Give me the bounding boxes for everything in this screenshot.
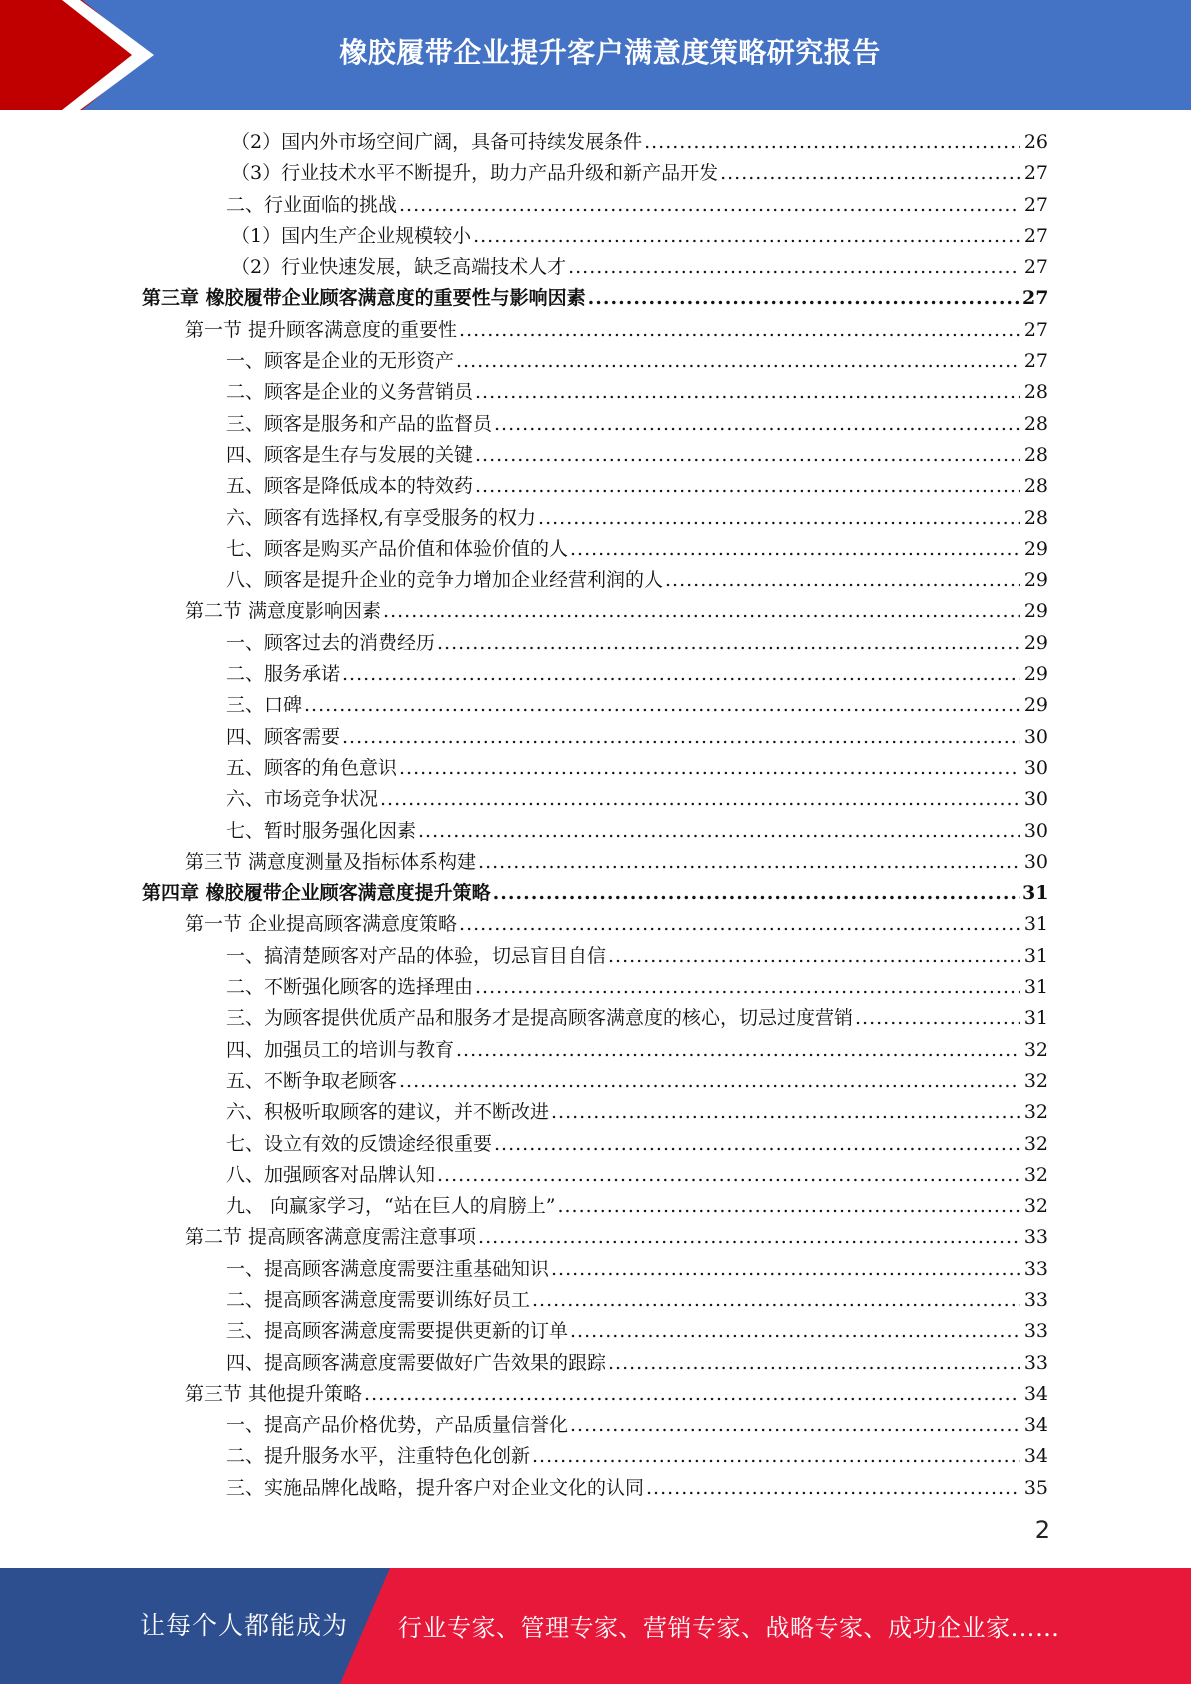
toc-entry-item[interactable] <box>0 346 1191 377</box>
toc-entry-page: 27 <box>1023 193 1048 216</box>
toc-entry-title: 一、顾客过去的消费经历 <box>226 631 436 654</box>
toc-dot-leader <box>364 1379 1020 1410</box>
toc-entry-item[interactable] <box>0 1441 1191 1472</box>
toc-dot-leader <box>532 1441 1020 1472</box>
toc-entry-title: 八、加强顾客对品牌认知 <box>226 1163 436 1186</box>
toc-entry-page: 33 <box>1023 1257 1048 1280</box>
toc-entry-title: 四、顾客需要 <box>226 725 341 748</box>
toc-entry-title: （2）国内外市场空间广阔，具备可持续发展条件 <box>231 131 643 153</box>
toc-entry-page: 31 <box>1022 882 1049 905</box>
toc-dot-leader <box>459 909 1020 940</box>
toc-entry-title: 四、顾客是生存与发展的关键 <box>226 443 474 466</box>
toc-entry-title: （2）行业快速发展，缺乏高端技术人才 <box>231 256 567 279</box>
toc-dot-leader <box>538 503 1020 534</box>
toc-entry-page: 27 <box>1023 162 1048 185</box>
toc-entry-sub[interactable] <box>0 252 1191 283</box>
toc-entry-title: 六、积极听取顾客的建议，并不断改进 <box>226 1101 550 1124</box>
toc-entry-item[interactable] <box>0 565 1191 596</box>
toc-entry-page: 31 <box>1023 976 1048 999</box>
toc-entry-item[interactable] <box>0 816 1191 847</box>
toc-entry-section[interactable] <box>0 596 1191 627</box>
toc-dot-leader <box>456 1035 1020 1066</box>
toc-entry-title: 五、不断争取老顾客 <box>226 1069 398 1092</box>
toc-entry-sub[interactable] <box>0 158 1191 189</box>
toc-dot-leader <box>459 315 1020 346</box>
toc-dot-leader <box>570 1316 1020 1347</box>
toc-entry-page: 29 <box>1023 569 1048 592</box>
toc-dot-leader <box>551 1097 1020 1128</box>
toc-entry-item[interactable] <box>0 1285 1191 1316</box>
toc-entry-page: 32 <box>1023 1069 1048 1092</box>
toc-entry-section[interactable] <box>0 315 1191 346</box>
toc-dot-leader <box>494 1129 1020 1160</box>
toc-entry-title: 一、搞清楚顾客对产品的体验，切忌盲目自信 <box>226 944 607 967</box>
toc-dot-leader <box>494 409 1020 440</box>
toc-entry-page: 27 <box>1023 318 1048 341</box>
toc-dot-leader <box>570 1410 1020 1441</box>
toc-dot-leader <box>399 1066 1020 1097</box>
toc-dot-leader <box>665 565 1020 596</box>
toc-entry-page: 33 <box>1023 1320 1048 1343</box>
toc-dot-leader <box>608 941 1020 972</box>
toc-entry-title: 第一节 企业提高顾客满意度策略 <box>185 913 458 936</box>
toc-entry-page: 32 <box>1023 1163 1048 1186</box>
toc-entry-item[interactable] <box>0 503 1191 534</box>
table-of-contents <box>0 127 1191 1504</box>
toc-entry-title: 三、提高顾客满意度需要提供更新的订单 <box>226 1320 569 1343</box>
toc-entry-item[interactable] <box>0 1348 1191 1379</box>
toc-entry-sub[interactable] <box>0 221 1191 252</box>
toc-entry-page: 29 <box>1023 694 1048 717</box>
toc-entry-page: 34 <box>1023 1445 1048 1468</box>
toc-entry-page: 32 <box>1023 1132 1048 1155</box>
page-header <box>0 0 1191 110</box>
toc-dot-leader <box>304 690 1020 721</box>
toc-entry-title: 九、 向赢家学习，“站在巨人的肩膀上” <box>226 1195 556 1218</box>
footer-slogan-left: 让每个人都能成为 <box>140 1611 349 1640</box>
toc-entry-item[interactable] <box>0 1316 1191 1347</box>
toc-entry-section[interactable] <box>0 1222 1191 1253</box>
toc-dot-leader <box>437 1160 1020 1191</box>
footer-slogan-right: 行业专家、管理专家、营销专家、战略专家、成功企业家…… <box>398 1614 1060 1642</box>
toc-entry-page: 29 <box>1023 537 1048 560</box>
toc-entry-page: 27 <box>1023 256 1048 279</box>
toc-entry-page: 30 <box>1023 725 1048 748</box>
toc-entry-title: 二、提高顾客满意度需要训练好员工 <box>226 1288 531 1311</box>
toc-dot-leader <box>475 972 1020 1003</box>
toc-entry-page: 30 <box>1023 850 1048 873</box>
toc-entry-page: 31 <box>1023 913 1048 936</box>
toc-entry-title: 二、服务承诺 <box>226 663 341 686</box>
toc-entry-page: 34 <box>1023 1414 1048 1437</box>
toc-dot-leader <box>551 1254 1020 1285</box>
toc-entry-item[interactable] <box>0 1191 1191 1222</box>
toc-entry-item[interactable] <box>0 941 1191 972</box>
toc-entry-item[interactable] <box>0 1035 1191 1066</box>
toc-entry-title: 第三章 橡胶履带企业顾客满意度的重要性与影响因素 <box>142 287 586 310</box>
toc-dot-leader <box>380 784 1020 815</box>
toc-dot-leader <box>646 1473 1020 1504</box>
toc-entry-page: 27 <box>1022 287 1049 310</box>
toc-dot-leader <box>456 346 1020 377</box>
toc-entry-item[interactable] <box>0 690 1191 721</box>
toc-entry-page: 32 <box>1023 1038 1048 1061</box>
toc-dot-leader <box>399 190 1020 221</box>
toc-entry-chapter[interactable] <box>0 878 1191 909</box>
toc-entry-item[interactable] <box>0 409 1191 440</box>
toc-entry-page: 31 <box>1023 1007 1048 1030</box>
toc-entry-page: 28 <box>1023 443 1048 466</box>
toc-dot-leader <box>588 283 1020 314</box>
toc-entry-title: 第四章 橡胶履带企业顾客满意度提升策略 <box>142 882 491 905</box>
toc-entry-title: 第三节 其他提升策略 <box>185 1382 363 1405</box>
toc-entry-item[interactable] <box>0 1473 1191 1504</box>
toc-entry-title: 六、市场竞争状况 <box>226 788 379 811</box>
toc-entry-title: 三、实施品牌化战略，提升客户对企业文化的认同 <box>226 1476 645 1499</box>
toc-entry-title: （3）行业技术水平不断提升，助力产品升级和新产品开发 <box>231 162 719 185</box>
toc-entry-item[interactable] <box>0 534 1191 565</box>
toc-dot-leader <box>568 252 1020 283</box>
toc-entry-item[interactable] <box>0 1410 1191 1441</box>
toc-entry-item[interactable] <box>0 722 1191 753</box>
toc-entry-title: 第一节 提升顾客满意度的重要性 <box>185 318 458 341</box>
toc-dot-leader <box>475 377 1020 408</box>
toc-entry-title: 二、提升服务水平，注重特色化创新 <box>226 1445 531 1468</box>
toc-entry-item[interactable] <box>0 377 1191 408</box>
toc-dot-leader <box>532 1285 1020 1316</box>
toc-dot-leader <box>342 659 1020 690</box>
toc-dot-leader <box>493 878 1020 909</box>
page-footer <box>0 1568 1191 1684</box>
toc-entry-page: 33 <box>1023 1226 1048 1249</box>
toc-entry-section[interactable] <box>0 847 1191 878</box>
toc-entry-item[interactable] <box>0 753 1191 784</box>
toc-entry-page: 28 <box>1023 412 1048 435</box>
toc-entry-item[interactable] <box>0 1160 1191 1191</box>
toc-dot-leader <box>475 440 1020 471</box>
toc-entry-sub[interactable] <box>0 127 1191 158</box>
toc-entry-title: 一、提高产品价格优势，产品质量信誉化 <box>226 1414 569 1437</box>
toc-entry-page: 30 <box>1023 819 1048 842</box>
toc-entry-item[interactable] <box>0 1003 1191 1034</box>
toc-dot-leader <box>473 221 1020 252</box>
toc-dot-leader <box>418 816 1020 847</box>
header-red-arrow <box>0 0 150 110</box>
toc-dot-leader <box>720 158 1020 189</box>
toc-entry-section[interactable] <box>0 909 1191 940</box>
toc-entry-page: 26 <box>1023 131 1048 153</box>
toc-dot-leader <box>342 722 1020 753</box>
toc-entry-item[interactable] <box>0 1097 1191 1128</box>
report-title: 橡胶履带企业提升客户满意度策略研究报告 <box>339 36 881 69</box>
page-number: 2 <box>1034 1516 1050 1544</box>
toc-entry-item[interactable] <box>0 1254 1191 1285</box>
toc-entry-page: 29 <box>1023 600 1048 623</box>
toc-entry-section[interactable] <box>0 1379 1191 1410</box>
toc-entry-title: 二、顾客是企业的义务营销员 <box>226 381 474 404</box>
toc-dot-leader <box>478 847 1020 878</box>
toc-entry-page: 27 <box>1023 350 1048 373</box>
toc-entry-page: 27 <box>1023 224 1048 247</box>
toc-entry-page: 30 <box>1023 788 1048 811</box>
toc-entry-item[interactable] <box>0 1066 1191 1097</box>
toc-dot-leader <box>570 534 1020 565</box>
toc-entry-item[interactable] <box>0 784 1191 815</box>
toc-entry-title: 三、口碑 <box>226 694 303 717</box>
toc-entry-title: 五、顾客是降低成本的特效药 <box>226 475 474 498</box>
toc-entry-page: 29 <box>1023 631 1048 654</box>
toc-entry-title: 七、顾客是购买产品价值和体验价值的人 <box>226 537 569 560</box>
toc-dot-leader <box>478 1222 1020 1253</box>
toc-dot-leader <box>644 127 1020 158</box>
toc-entry-page: 32 <box>1023 1195 1048 1218</box>
toc-entry-title: 三、为顾客提供优质产品和服务才是提高顾客满意度的核心，切忌过度营销 <box>226 1007 854 1030</box>
toc-entry-item[interactable] <box>0 1129 1191 1160</box>
toc-entry-title: 第三节 满意度测量及指标体系构建 <box>185 850 477 873</box>
toc-entry-page: 29 <box>1023 663 1048 686</box>
toc-dot-leader <box>855 1003 1020 1034</box>
toc-entry-item[interactable] <box>0 440 1191 471</box>
toc-entry-page: 35 <box>1023 1476 1048 1499</box>
toc-entry-page: 33 <box>1023 1351 1048 1374</box>
toc-entry-title: 七、暂时服务强化因素 <box>226 819 417 842</box>
toc-dot-leader <box>383 596 1020 627</box>
toc-entry-title: 八、顾客是提升企业的竞争力增加企业经营利润的人 <box>226 569 664 592</box>
toc-entry-item[interactable] <box>0 628 1191 659</box>
toc-entry-chapter[interactable] <box>0 283 1191 314</box>
toc-entry-page: 28 <box>1023 506 1048 529</box>
toc-dot-leader <box>608 1348 1020 1379</box>
toc-entry-title: 六、顾客有选择权,有享受服务的权力 <box>226 506 537 529</box>
toc-entry-title: 五、顾客的角色意识 <box>226 756 398 779</box>
toc-entry-title: 七、设立有效的反馈途经很重要 <box>226 1132 493 1155</box>
toc-entry-page: 28 <box>1023 475 1048 498</box>
toc-dot-leader <box>399 753 1020 784</box>
toc-entry-item[interactable] <box>0 972 1191 1003</box>
toc-entry-page: 34 <box>1023 1382 1048 1405</box>
toc-entry-title: 四、加强员工的培训与教育 <box>226 1038 455 1061</box>
toc-entry-title: 一、顾客是企业的无形资产 <box>226 350 455 373</box>
toc-entry-title: 二、行业面临的挑战 <box>226 193 398 216</box>
toc-entry-item[interactable] <box>0 471 1191 502</box>
toc-entry-title: 四、提高顾客满意度需要做好广告效果的跟踪 <box>226 1351 607 1374</box>
toc-dot-leader <box>437 628 1020 659</box>
toc-entry-title: 三、顾客是服务和产品的监督员 <box>226 412 493 435</box>
toc-entry-item[interactable] <box>0 659 1191 690</box>
toc-entry-title: 第二节 提高顾客满意度需注意事项 <box>185 1226 477 1249</box>
toc-entry-item[interactable] <box>0 190 1191 221</box>
toc-entry-page: 31 <box>1023 944 1048 967</box>
toc-entry-title: 一、提高顾客满意度需要注重基础知识 <box>226 1257 550 1280</box>
toc-entry-page: 30 <box>1023 756 1048 779</box>
toc-dot-leader <box>475 471 1020 502</box>
toc-entry-title: 第二节 满意度影响因素 <box>185 600 382 623</box>
toc-entry-title: 二、不断强化顾客的选择理由 <box>226 976 474 999</box>
toc-entry-page: 28 <box>1023 381 1048 404</box>
toc-entry-title: （1）国内生产企业规模较小 <box>231 224 472 247</box>
toc-entry-page: 32 <box>1023 1101 1048 1124</box>
toc-dot-leader <box>557 1191 1020 1222</box>
toc-entry-page: 33 <box>1023 1288 1048 1311</box>
